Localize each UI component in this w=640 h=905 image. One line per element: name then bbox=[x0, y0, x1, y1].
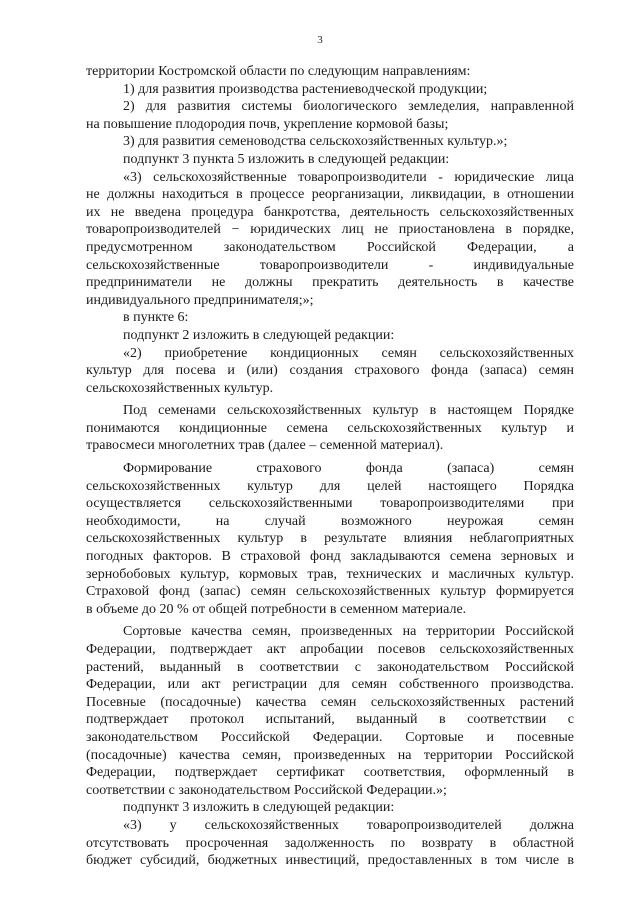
text-line: не должны находиться в процессе реорганизации, ликвидации, в отношении bbox=[86, 187, 574, 203]
text-line: сельскохозяйственных культур. bbox=[86, 380, 274, 396]
text-line: травосмеси многолетних трав (далее – семенной материал). bbox=[86, 438, 444, 454]
text-line: необходимости, на случай возможного неурожая семян bbox=[86, 513, 574, 529]
text-line: сельскохозяйственных культур для целей настоящего Порядка bbox=[86, 478, 574, 494]
text-line: осуществляется сельскохозяйственными товаропроизводителями при bbox=[86, 496, 574, 512]
text-line: территории Костромской области по следующим направлениям: bbox=[86, 64, 471, 79]
text-line: бюджет субсидий, бюджетных инвестиций, предоставленных в том числе в bbox=[86, 853, 574, 869]
text-line: Под семенами сельскохозяйственных культур в настоящем Порядке bbox=[123, 403, 574, 419]
text-line: 2) для развития системы биологического земледелия, направленной bbox=[123, 99, 574, 115]
text-line: подтверждает протокол испытаний, выданный в соответствии с bbox=[86, 712, 574, 728]
text-line: культур для посева и (или) создания страхового фонда (запаса) семян bbox=[86, 363, 574, 379]
text-line: Формирование страхового фонда (запаса) семян bbox=[123, 461, 574, 477]
text-line: 1) для развития производства растениеводческой продукции; bbox=[123, 81, 488, 97]
text-line: индивидуального предпринимателя;»; bbox=[86, 292, 314, 308]
text-line: зернобобовых культур, кормовых трав, технических и масличных культур. bbox=[86, 566, 574, 582]
text-line: Посевные (посадочные) качества семян сельскохозяйственных растений bbox=[86, 694, 574, 710]
text-line: подпункт 2 изложить в следующей редакции: bbox=[123, 327, 395, 343]
page-number: 3 bbox=[317, 34, 323, 46]
text-line: Сортовые качества семян, произведенных на территории Российской bbox=[123, 624, 574, 640]
text-line: Федерации, или акт регистрации для семян собственного производства. bbox=[86, 677, 574, 693]
text-line: погодных факторов. В страховой фонд закладываются семена зерновых и bbox=[86, 549, 574, 565]
text-line: Федерации, подтверждает акт апробации посевов сельскохозяйственных bbox=[86, 642, 574, 657]
text-line: «3) у сельскохозяйственных товаропроизводителей должна bbox=[123, 817, 574, 833]
text-line: понимаются кондиционные семена сельскохозяйственных культур и bbox=[86, 420, 574, 436]
text-line: на повышение плодородия почв, укрепление кормовой базы; bbox=[86, 116, 449, 132]
text-line: Федерации, подтверждает сертификат соответствия, оформленный в bbox=[86, 765, 574, 781]
text-line: товаропроизводителей − юридических лиц не приостановлена в порядке, bbox=[86, 222, 574, 238]
text-line: соответствии с законодательством Российской Федерации.»; bbox=[86, 782, 447, 798]
text-line: отсутствовать просроченная задолженность по возврату в областной bbox=[86, 835, 574, 851]
text-line: в пункте 6: bbox=[123, 310, 189, 326]
text-line: предприниматели не должны прекратить деятельность в качестве bbox=[86, 275, 574, 291]
text-line: законодательством Российской Федерации. Сортовые и посевные bbox=[86, 729, 574, 745]
text-line: 3) для развития семеноводства сельскохозяйственных культур.»; bbox=[123, 134, 508, 150]
text-line: растений, выданный в соответствии с законодательством Российской bbox=[86, 659, 574, 675]
text-line: подпункт 3 пункта 5 изложить в следующей редакции: bbox=[123, 151, 450, 167]
text-line: в объеме до 20 % от общей потребности в семенном материале. bbox=[86, 601, 467, 617]
document-body bbox=[86, 63, 574, 870]
text-line: их не введена процедура банкротства, деятельность сельскохозяйственных bbox=[86, 204, 574, 220]
text-line: Страховой фонд (запас) семян сельскохозяйственных культур формируется bbox=[86, 584, 574, 600]
text-line: «3) сельскохозяйственные товаропроизводители - юридические лица bbox=[123, 169, 574, 185]
text-line: предусмотренном законодательством Российской Федерации, а bbox=[86, 239, 574, 255]
text-line: подпункт 3 изложить в следующей редакции: bbox=[123, 800, 395, 816]
text-line: сельскохозяйственные товаропроизводители - индивидуальные bbox=[86, 257, 574, 273]
text-line: «2) приобретение кондиционных семян сельскохозяйственных bbox=[123, 345, 574, 361]
text-line: (посадочные) качества семян, произведенных на территории Российской bbox=[86, 747, 574, 763]
text-line: сельскохозяйственных культур в результате влияния неблагоприятных bbox=[86, 531, 574, 547]
